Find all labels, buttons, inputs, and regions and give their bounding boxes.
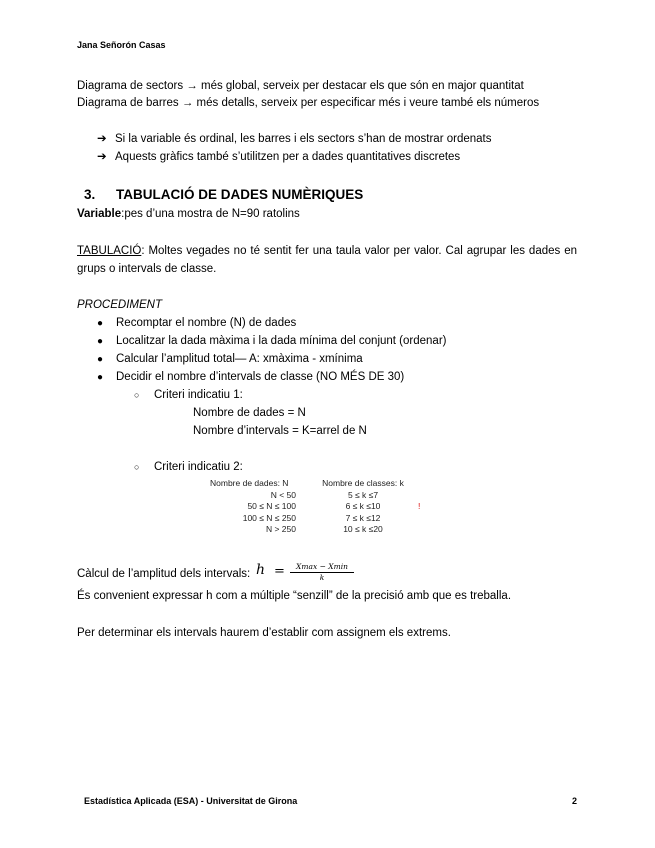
fraction-denominator: k bbox=[319, 573, 325, 582]
tabulacio-text: : Moltes vegades no té sentit fer una taula valor per valor. Cal agrupar les dades en grups o intervals de classe. bbox=[77, 245, 577, 275]
intro-line-barres: Diagrama de barres → més detalls, serveix per especificar més i veure també els números bbox=[77, 97, 540, 109]
list-item bbox=[97, 314, 296, 333]
amplitud-fraction bbox=[290, 562, 354, 582]
cell-dades: 50 ≤ N ≤ 100 bbox=[247, 501, 296, 511]
arrow-right-icon: ➔ bbox=[97, 133, 107, 145]
bullet-icon: ● bbox=[97, 336, 104, 347]
list-item bbox=[97, 368, 404, 387]
variable-text: :pes d’una mostra de N=90 ratolins bbox=[121, 208, 300, 220]
bullet-icon: ● bbox=[97, 354, 104, 365]
arrow-right-icon: ➔ bbox=[97, 151, 107, 163]
header-dades: Nombre de dades: N bbox=[210, 478, 289, 488]
cell-dades: N < 50 bbox=[270, 489, 296, 500]
criteri-1-line-1: Nombre de dades = N bbox=[193, 407, 306, 419]
table-row bbox=[210, 513, 438, 525]
note-text: Aquests gràfics també s’utilitzen per a dades quantitatives discretes bbox=[115, 151, 461, 163]
criteri-2 bbox=[134, 458, 243, 476]
extrems-line: Per determinar els intervals haurem d’establir com assignem els extrems. bbox=[77, 627, 451, 639]
tabulacio-paragraph bbox=[77, 242, 577, 278]
criteri-1-line-2: Nombre d’intervals = K=arrel de N bbox=[193, 425, 367, 437]
criteri-2-label: Criteri indicatiu 2: bbox=[154, 461, 243, 473]
page-number: 2 bbox=[572, 796, 578, 806]
fraction-numerator: Xmax − Xmin bbox=[290, 562, 354, 573]
amplitud-label: Càlcul de l’amplitud dels intervals: bbox=[77, 568, 251, 580]
cell-classes: 7 ≤ k ≤12 bbox=[345, 512, 381, 523]
table-row bbox=[210, 524, 438, 536]
list-item bbox=[97, 332, 446, 351]
circle-bullet-icon: ○ bbox=[134, 390, 140, 400]
header-classes: Nombre de classes: k bbox=[322, 478, 404, 488]
list-item-text: Recomptar el nombre (N) de dades bbox=[116, 317, 297, 329]
cell-classes: 5 ≤ k ≤7 bbox=[347, 489, 379, 500]
section-number: 3. bbox=[84, 187, 96, 202]
variable-line bbox=[77, 206, 300, 222]
intro-line-sectors: Diagrama de sectors → més global, serveix per destacar els que són en major quantitat bbox=[77, 80, 524, 92]
cell-mark bbox=[418, 490, 438, 502]
cell-classes: 10 ≤ k ≤20 bbox=[343, 524, 383, 534]
section-title-text: TABULACIÓ DE DADES NUMÈRIQUES bbox=[116, 187, 364, 202]
criteri-2-table bbox=[210, 478, 438, 536]
note-text: Si la variable és ordinal, les barres i els sectors s’han de mostrar ordenats bbox=[115, 133, 492, 145]
bullet-icon: ● bbox=[97, 318, 104, 329]
footer-course: Estadística Aplicada (ESA) - Universitat de Girona bbox=[84, 796, 298, 806]
cell-mark bbox=[418, 513, 438, 525]
list-item-text: Decidir el nombre d’intervals de classe (NO MÉS DE 30) bbox=[116, 371, 405, 383]
procediment-title: PROCEDIMENT bbox=[77, 299, 162, 311]
list-item-text: Localitzar la dada màxima i la dada mínima del conjunt (ordenar) bbox=[116, 335, 447, 347]
note-item bbox=[97, 131, 491, 147]
note-item bbox=[97, 149, 460, 165]
header-author: Jana Señorón Casas bbox=[77, 40, 166, 50]
cell-dades: N > 250 bbox=[265, 524, 296, 534]
formula-h: h bbox=[256, 562, 266, 578]
tabulacio-label: TABULACIÓ bbox=[77, 245, 142, 257]
formula-equals: = bbox=[274, 564, 285, 579]
table-header-row bbox=[210, 478, 438, 490]
amplitud-note: És convenient expressar h com a múltiple “senzill” de la precisió amb que es treballa. bbox=[77, 590, 512, 602]
cell-mark bbox=[418, 524, 438, 536]
criteri-1-label: Criteri indicatiu 1: bbox=[154, 389, 243, 401]
cell-classes: 6 ≤ k ≤10 bbox=[345, 501, 381, 511]
criteri-1 bbox=[134, 386, 243, 404]
circle-bullet-icon: ○ bbox=[134, 462, 140, 472]
cell-dades: 100 ≤ N ≤ 250 bbox=[242, 512, 296, 523]
list-item-text: Calcular l’amplitud total— A: xmàxima - xmínima bbox=[116, 353, 363, 365]
section-title bbox=[84, 187, 363, 202]
list-item bbox=[97, 350, 363, 369]
table-row bbox=[210, 501, 438, 513]
table-row bbox=[210, 490, 438, 502]
cell-mark: ! bbox=[418, 501, 421, 511]
bullet-icon: ● bbox=[97, 372, 104, 383]
variable-label: Variable bbox=[77, 208, 122, 220]
